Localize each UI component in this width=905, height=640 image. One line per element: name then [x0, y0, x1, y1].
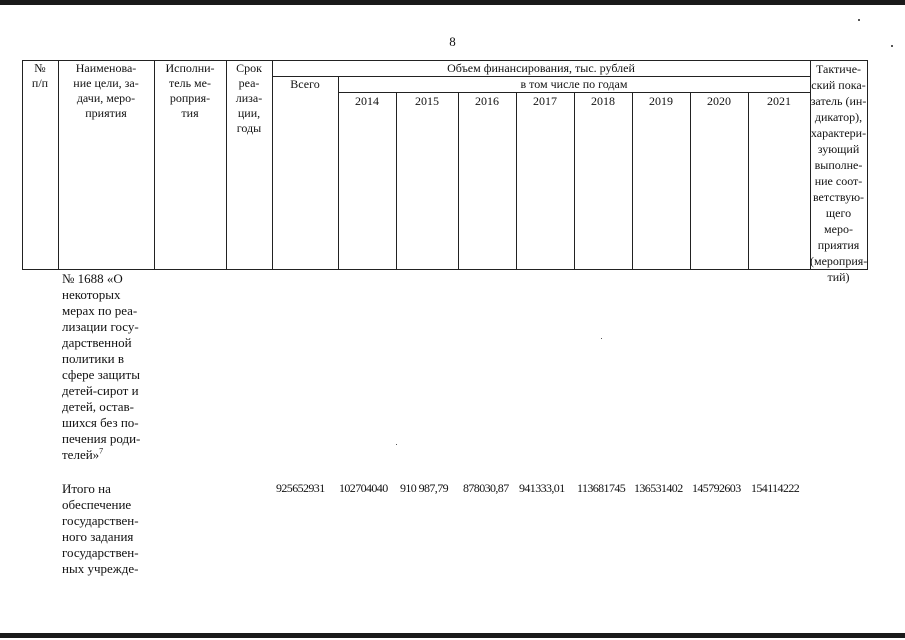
header-name-column: Наименова- ние цели, за- дачи, меро- приятия	[73, 61, 139, 120]
top-border	[0, 0, 905, 5]
scan-speck	[858, 19, 860, 21]
bottom-border	[0, 633, 905, 638]
scan-speck	[396, 444, 397, 445]
value-2021: 154114222	[751, 481, 800, 495]
header-indicator-column: Тактиче- ский пока- затель (ин- дикатор), характери- зующий выполне- ние соот- ветствую- щего меро- приятия (мероприя- тий)	[810, 62, 868, 284]
header-executor-column: Исполни- тель ме- роприя- тия	[165, 61, 215, 120]
value-2014: 102704040	[339, 481, 388, 495]
scan-speck	[601, 338, 602, 339]
header-number-column: № п/п	[31, 61, 49, 90]
footnote-marker: 7	[99, 446, 104, 456]
header-year-2014: 2014	[355, 94, 379, 108]
header-year-2020: 2020	[707, 94, 731, 108]
header-year-2017: 2017	[533, 94, 557, 108]
value-2018: 113681745	[577, 481, 626, 495]
page-number: 8	[449, 34, 456, 49]
header-year-2016: 2016	[475, 94, 499, 108]
value-2020: 145792603	[692, 481, 741, 495]
row-decree-text: № 1688 «О некоторых мерах по реа- лизации госу- дарственной политики в сфере защиты детей-сирот и детей, остав- шихся без по- печения роди- телей»$^7$	[62, 271, 141, 462]
value-2016: 878030,87	[463, 481, 509, 495]
value-2015: 910 987,79	[400, 481, 449, 495]
header-year-2021: 2021	[767, 94, 791, 108]
header-year-2019: 2019	[649, 94, 673, 108]
value-2019: 136531402	[634, 481, 683, 495]
header-by-years: в том числе по годам	[520, 77, 628, 91]
header-term-column: Срок реа- лиза- ции, годы	[235, 61, 263, 135]
header-total: Всего	[290, 77, 320, 91]
header-year-2018: 2018	[591, 94, 615, 108]
row-total-text: Итого на обеспечение государствен- ного задания государствен- ных учрежде-	[62, 481, 139, 576]
header-funding-title: Объем финансирования, тыс. рублей	[447, 61, 635, 75]
header-year-2015: 2015	[415, 94, 439, 108]
value-2017: 941333,01	[519, 481, 565, 495]
value-total: 925652931	[276, 481, 325, 495]
